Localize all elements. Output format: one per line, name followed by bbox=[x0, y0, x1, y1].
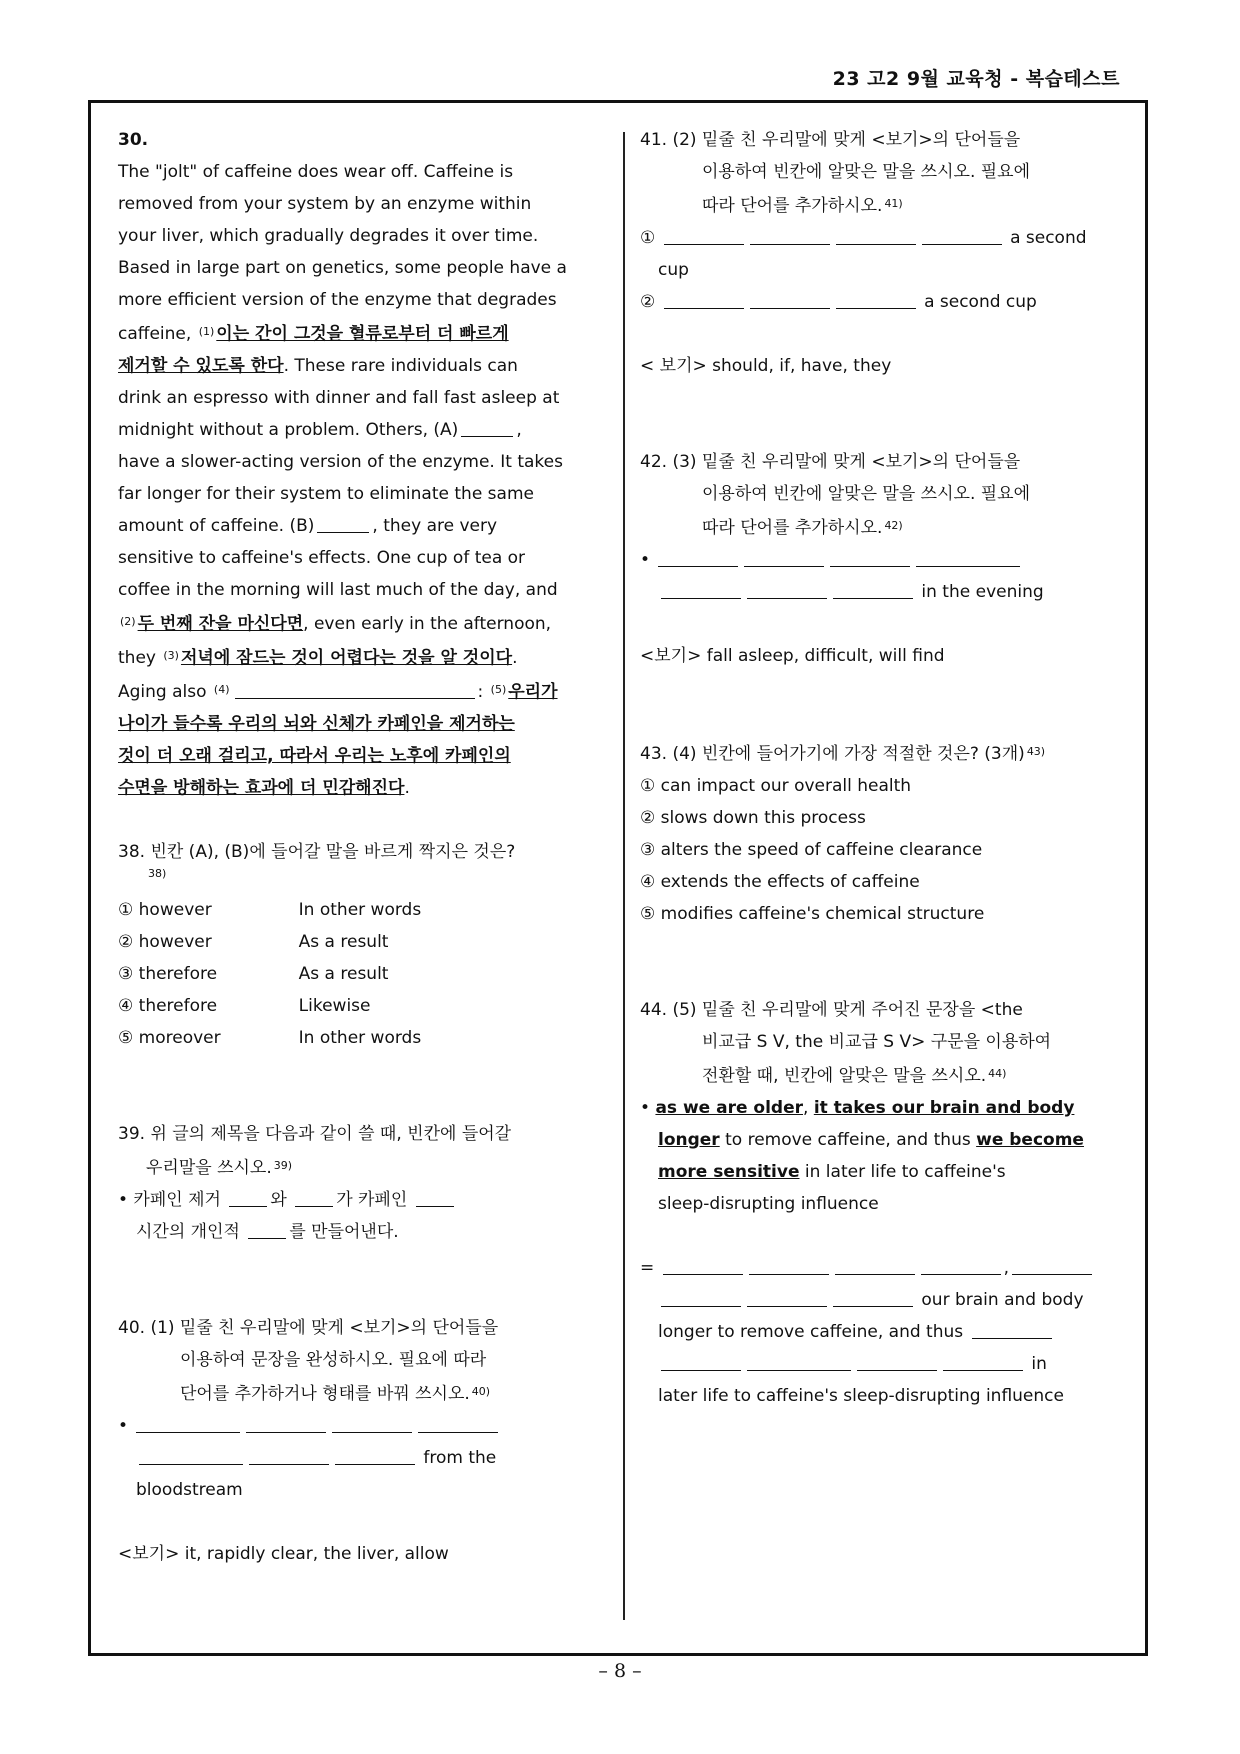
passage-line: coffee in the morning will last much of the day, and bbox=[118, 580, 558, 600]
q41-answer-2: ② a second cup bbox=[640, 286, 1128, 318]
blank-a[interactable] bbox=[461, 416, 513, 437]
q44-answer-line-4: in bbox=[640, 1348, 1128, 1380]
column-divider bbox=[623, 132, 625, 1620]
passage-number: 30. bbox=[118, 130, 149, 150]
passage-line: your liver, which gradually degrades it over time. bbox=[118, 226, 539, 246]
q41-ref: 41) bbox=[884, 197, 903, 210]
q44-blank[interactable] bbox=[857, 1350, 937, 1371]
q40-answer-line-3: bloodstream bbox=[136, 1480, 243, 1500]
q40-blank[interactable] bbox=[246, 1412, 326, 1433]
q41-stem: 따라 단어를 추가하시오. $^{41)}$ bbox=[702, 196, 903, 216]
q40-blank[interactable] bbox=[249, 1444, 329, 1465]
q40-stem: 이용하여 문장을 완성하시오. 필요에 따라 bbox=[180, 1350, 487, 1370]
q44-blank[interactable] bbox=[972, 1318, 1052, 1339]
q40-blank[interactable] bbox=[139, 1444, 243, 1465]
q44-source-line-3: more sensitive in later life to caffeine's bbox=[658, 1162, 1006, 1182]
q44-stem: 44. (5) 밑줄 친 우리말에 맞게 주어진 문장을 <the bbox=[640, 1000, 1023, 1020]
q38-option-1[interactable]: ① however In other words bbox=[118, 900, 422, 920]
q42-blank[interactable] bbox=[661, 578, 741, 599]
q44-answer-line-5: later life to caffeine's sleep-disrupting influence bbox=[658, 1386, 1064, 1406]
q44-source-line-1: • as we are older, it takes our brain and body bbox=[640, 1098, 1075, 1118]
marker-1: (1) bbox=[198, 325, 215, 338]
q44-answer-line-1: = , bbox=[640, 1252, 1128, 1284]
q38-ref: 38) bbox=[148, 867, 167, 880]
marker-2: (2) bbox=[120, 615, 136, 628]
q41-stem: 이용하여 빈칸에 알맞은 말을 쓰시오. 필요에 bbox=[702, 162, 1031, 182]
korean-underline-5: 우리가 bbox=[508, 682, 558, 702]
q44-blank[interactable] bbox=[835, 1254, 915, 1275]
marker-5: (5) bbox=[490, 683, 507, 696]
q43-option-2[interactable]: ② slows down this process bbox=[640, 808, 866, 828]
q38-option-2[interactable]: ② however As a result bbox=[118, 932, 389, 952]
q41-blank[interactable] bbox=[836, 224, 916, 245]
q39-stem: 39. 위 글의 제목을 다음과 같이 쓸 때, 빈칸에 들어갈 bbox=[118, 1124, 512, 1144]
q40-blank[interactable] bbox=[418, 1412, 498, 1433]
passage-line: they $^{(3)}$ 저녁에 잠드는 것이 어렵다는 것을 알 것이다. bbox=[118, 648, 518, 668]
marker-3: (3) bbox=[163, 649, 179, 662]
q41-answer-1b: cup bbox=[658, 260, 689, 280]
passage-line: sensitive to caffeine's effects. One cup of tea or bbox=[118, 548, 526, 568]
korean-underline-5d: 수면을 방해하는 효과에 더 민감해진다 bbox=[118, 778, 405, 798]
q39-blank-2[interactable] bbox=[295, 1186, 333, 1207]
q44-blank[interactable] bbox=[921, 1254, 1001, 1275]
page-number: – 8 – bbox=[598, 1660, 642, 1682]
q44-blank[interactable] bbox=[1012, 1254, 1092, 1275]
q41-blank[interactable] bbox=[750, 288, 830, 309]
q44-stem: 비교급 S V, the 비교급 S V> 구문을 이용하여 bbox=[702, 1032, 1052, 1052]
q38-option-4[interactable]: ④ therefore Likewise bbox=[118, 996, 371, 1016]
q38-option-5[interactable]: ⑤ moreover In other words bbox=[118, 1028, 422, 1048]
q40-blank[interactable] bbox=[332, 1412, 412, 1433]
blank-4[interactable] bbox=[235, 678, 475, 699]
q41-answer-1: ① a second bbox=[640, 222, 1128, 254]
passage-line: 수면을 방해하는 효과에 더 민감해진다. bbox=[118, 778, 410, 798]
q39-ref: 39) bbox=[273, 1159, 293, 1172]
right-column bbox=[640, 124, 1128, 1412]
q43-option-3[interactable]: ③ alters the speed of caffeine clearance bbox=[640, 840, 983, 860]
q42-stem: 42. (3) 밑줄 친 우리말에 맞게 <보기>의 단어들을 bbox=[640, 452, 1021, 472]
q42-word-box: <보기> fall asleep, difficult, will find bbox=[640, 646, 945, 666]
passage-line: Aging also $^{(4)}$ : $^{(5)}$ 우리가 bbox=[118, 674, 608, 708]
q39-stem: 우리말을 쓰시오. $^{39)}$ bbox=[146, 1158, 293, 1178]
q42-blank[interactable] bbox=[658, 546, 738, 567]
q44-blank[interactable] bbox=[749, 1254, 829, 1275]
q42-blank[interactable] bbox=[833, 578, 913, 599]
q40-blank[interactable] bbox=[335, 1444, 415, 1465]
passage-line: have a slower-acting version of the enzyme. It takes bbox=[118, 452, 563, 472]
passage-line: 제거할 수 있도록 한다. These rare individuals can bbox=[118, 356, 518, 376]
q44-answer-line-2: our brain and body bbox=[640, 1284, 1128, 1316]
q41-blank[interactable] bbox=[664, 224, 744, 245]
q39-line-2: 시간의 개인적 를 만들어낸다. bbox=[118, 1216, 608, 1248]
q44-blank[interactable] bbox=[943, 1350, 1023, 1371]
q40-word-box: <보기> it, rapidly clear, the liver, allow bbox=[118, 1544, 449, 1564]
passage-line: far longer for their system to eliminate the same bbox=[118, 484, 534, 504]
page-header-title: 23 고2 9월 교육청 - 복습테스트 bbox=[832, 68, 1120, 90]
q41-blank[interactable] bbox=[750, 224, 830, 245]
passage-line: Based in large part on genetics, some people have a bbox=[118, 258, 567, 278]
q42-ref: 42) bbox=[884, 519, 903, 532]
q44-blank[interactable] bbox=[663, 1254, 743, 1275]
q41-blank[interactable] bbox=[664, 288, 744, 309]
q44-source-line-2: longer to remove caffeine, and thus we become bbox=[658, 1130, 1084, 1150]
q42-blank[interactable] bbox=[744, 546, 824, 567]
q44-blank[interactable] bbox=[661, 1350, 741, 1371]
q40-ref: 40) bbox=[471, 1385, 491, 1398]
q44-stem: 전환할 때, 빈칸에 알맞은 말을 쓰시오. $^{44)}$ bbox=[702, 1066, 1007, 1086]
q42-blank[interactable] bbox=[747, 578, 827, 599]
q43-ref: 43) bbox=[1026, 745, 1046, 758]
q44-ref: 44) bbox=[988, 1067, 1007, 1080]
q40-answer-line-1: • bbox=[118, 1410, 608, 1442]
q41-word-box: < 보기> should, if, have, they bbox=[640, 356, 892, 376]
q41-blank[interactable] bbox=[836, 288, 916, 309]
q44-blank[interactable] bbox=[833, 1286, 913, 1307]
q44-answer-line-3: longer to remove caffeine, and thus bbox=[640, 1316, 1128, 1348]
passage-line: The "jolt" of caffeine does wear off. Caffeine is bbox=[118, 162, 514, 182]
q40-stem: 단어를 추가하거나 형태를 바꿔 쓰시오. $^{40)}$ bbox=[180, 1384, 491, 1404]
korean-underline-5c: 것이 더 오래 걸리고, 따라서 우리는 노후에 카페인의 bbox=[118, 746, 511, 766]
q38-option-3[interactable]: ③ therefore As a result bbox=[118, 964, 389, 984]
q42-answer-line-1: • bbox=[640, 544, 1128, 576]
korean-underline-1b: 제거할 수 있도록 한다 bbox=[118, 356, 284, 376]
passage-line: caffeine, $^{(1)}$ 이는 간이 그것을 혈류로부터 더 빠르게 bbox=[118, 324, 509, 344]
q40-blank[interactable] bbox=[136, 1412, 240, 1433]
q43-option-1[interactable]: ① can impact our overall health bbox=[640, 776, 912, 796]
q43-stem: 43. (4) 빈칸에 들어가기에 가장 적절한 것은? (3개) $^{43)}$ bbox=[640, 744, 1046, 764]
passage-line: more efficient version of the enzyme that degrades bbox=[118, 290, 557, 310]
q41-stem: 41. (2) 밑줄 친 우리말에 맞게 <보기>의 단어들을 bbox=[640, 130, 1021, 150]
passage-line: $^{(2)}$ 두 번째 잔을 마신다면, even early in the afternoon, bbox=[120, 614, 552, 634]
passage-line: drink an espresso with dinner and fall fast asleep at bbox=[118, 388, 560, 408]
korean-underline-2: 두 번째 잔을 마신다면 bbox=[137, 614, 304, 634]
q44-blank[interactable] bbox=[661, 1286, 741, 1307]
korean-underline-5b: 나이가 들수록 우리의 뇌와 신체가 카페인을 제거하는 bbox=[118, 714, 515, 734]
q38-stem: 38. 빈칸 (A), (B)에 들어갈 말을 바르게 짝지은 것은? bbox=[118, 842, 516, 862]
passage-line: amount of caffeine. (B) , they are very bbox=[118, 510, 608, 542]
korean-underline-1: 이는 간이 그것을 혈류로부터 더 빠르게 bbox=[216, 324, 509, 344]
q40-stem: 40. (1) 밑줄 친 우리말에 맞게 <보기>의 단어들을 bbox=[118, 1318, 499, 1338]
q39-blank-3[interactable] bbox=[416, 1186, 454, 1207]
q42-stem: 따라 단어를 추가하시오. $^{42)}$ bbox=[702, 518, 903, 538]
q39-blank-1[interactable] bbox=[229, 1186, 267, 1207]
left-column bbox=[118, 124, 608, 1570]
q41-blank[interactable] bbox=[922, 224, 1002, 245]
q44-source-line-4: sleep-disrupting influence bbox=[658, 1194, 879, 1214]
q44-blank[interactable] bbox=[747, 1286, 827, 1307]
korean-underline-3: 저녁에 잠드는 것이 어렵다는 것을 알 것이다 bbox=[180, 648, 513, 668]
blank-b[interactable] bbox=[317, 512, 369, 533]
q43-option-4[interactable]: ④ extends the effects of caffeine bbox=[640, 872, 920, 892]
passage-line: removed from your system by an enzyme within bbox=[118, 194, 532, 214]
q40-answer-line-2: from the bbox=[118, 1442, 608, 1474]
q42-answer-line-2: in the evening bbox=[640, 576, 1128, 608]
q39-line-1: • 카페인 제거 와 가 카페인 bbox=[118, 1184, 608, 1216]
marker-4: (4) bbox=[213, 683, 230, 696]
q42-blank[interactable] bbox=[830, 546, 910, 567]
passage-line: midnight without a problem. Others, (A) , bbox=[118, 414, 608, 446]
q42-blank[interactable] bbox=[916, 546, 1020, 567]
q42-stem: 이용하여 빈칸에 알맞은 말을 쓰시오. 필요에 bbox=[702, 484, 1031, 504]
q44-blank[interactable] bbox=[747, 1350, 851, 1371]
q43-option-5[interactable]: ⑤ modifies caffeine's chemical structure bbox=[640, 904, 985, 924]
q39-blank-4[interactable] bbox=[248, 1218, 286, 1239]
